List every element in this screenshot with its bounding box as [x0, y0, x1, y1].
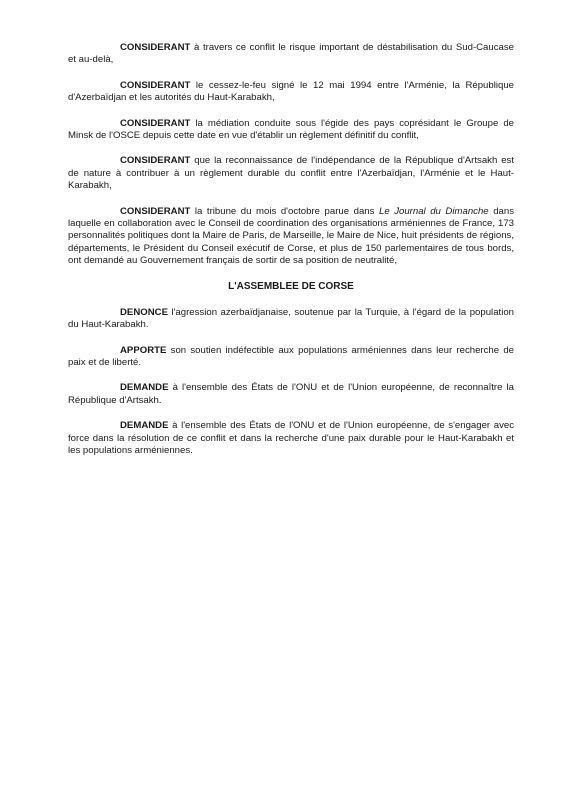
paragraph-keyword: DEMANDE: [120, 382, 169, 394]
paragraph-keyword: DENONCE: [120, 306, 168, 318]
paragraph-keyword: CONSIDERANT: [120, 155, 191, 167]
resolution-paragraph: [68, 420, 514, 457]
paragraph-text: la médiation conduite sous l'égide des pays coprésidant le Groupe de Minsk de l'OSCE depuis cette date en vue d'établir un règlement définitif du conflit,: [68, 117, 514, 142]
paragraph-text: à l'ensemble des États de l'ONU et de l'Union européenne, de s'engager avec force dans la résolution de ce conflit et dans la recherche d'une paix durable pour le Haut-Karabakh et les populations arméniennes.: [68, 420, 514, 456]
document-body: [68, 42, 514, 470]
paragraph-text: dans laquelle en collaboration avec le Conseil de coordination des organisations arméniennes de France, 173 personnalités politiques dont la Maire de Paris, de Marseille, le Maire de Nice, huit présidents de régions, départements, le Président du Conseil exécutif de Corse, et plus de 150 parlementaires de tous bords, ont demandé au Gouvernement français de sortir de sa position de neutralité,: [68, 205, 514, 267]
paragraph-text: la tribune du mois d'octobre parue dans: [190, 205, 379, 217]
considerant-paragraph: [68, 118, 514, 143]
resolution-paragraph: [68, 307, 514, 332]
resolution-paragraph: [68, 382, 514, 407]
paragraph-text: à travers ce conflit le risque important de déstabilisation du Sud-Caucase et au-delà,: [68, 42, 514, 66]
paragraph-keyword: CONSIDERANT: [120, 205, 191, 217]
resolution-paragraph: [68, 345, 514, 370]
journal-title: Le Journal du Dimanche: [378, 205, 489, 217]
considerant-paragraph: [68, 80, 514, 105]
paragraph-text: à l'ensemble des États de l'ONU et de l'Union européenne, de reconnaître la République d'Artsakh.: [68, 382, 514, 406]
paragraph-keyword: APPORTE: [120, 344, 167, 356]
paragraph-keyword: DEMANDE: [120, 420, 169, 432]
considerant-paragraph: [68, 206, 514, 268]
paragraph-text: son soutien indéfectible aux populations arméniennes dans leur recherche de paix et de liberté.: [68, 344, 514, 368]
paragraph-text: le cessez-le-feu signé le 12 mai 1994 entre l'Arménie, la République d'Azerbaïdjan et les autorités du Haut-Karabakh,: [68, 79, 514, 104]
paragraph-keyword: CONSIDERANT: [120, 117, 191, 129]
considerant-paragraph: [68, 42, 514, 67]
assembly-heading: L'ASSEMBLEE DE CORSE: [228, 280, 354, 292]
paragraph-text: l'agression azerbaïdjanaise, soutenue par la Turquie, à l'égard de la population du Haut-Karabakh.: [68, 306, 514, 331]
paragraph-text: que la reconnaissance de l'indépendance de la République d'Artsakh est de nature à contribuer à un règlement durable du conflit entre l'Azerbaïdjan, l'Arménie et le Haut-Karabakh,: [68, 155, 514, 192]
considerant-paragraph: [68, 155, 514, 192]
paragraph-keyword: CONSIDERANT: [120, 42, 191, 53]
paragraph-keyword: CONSIDERANT: [120, 79, 191, 91]
